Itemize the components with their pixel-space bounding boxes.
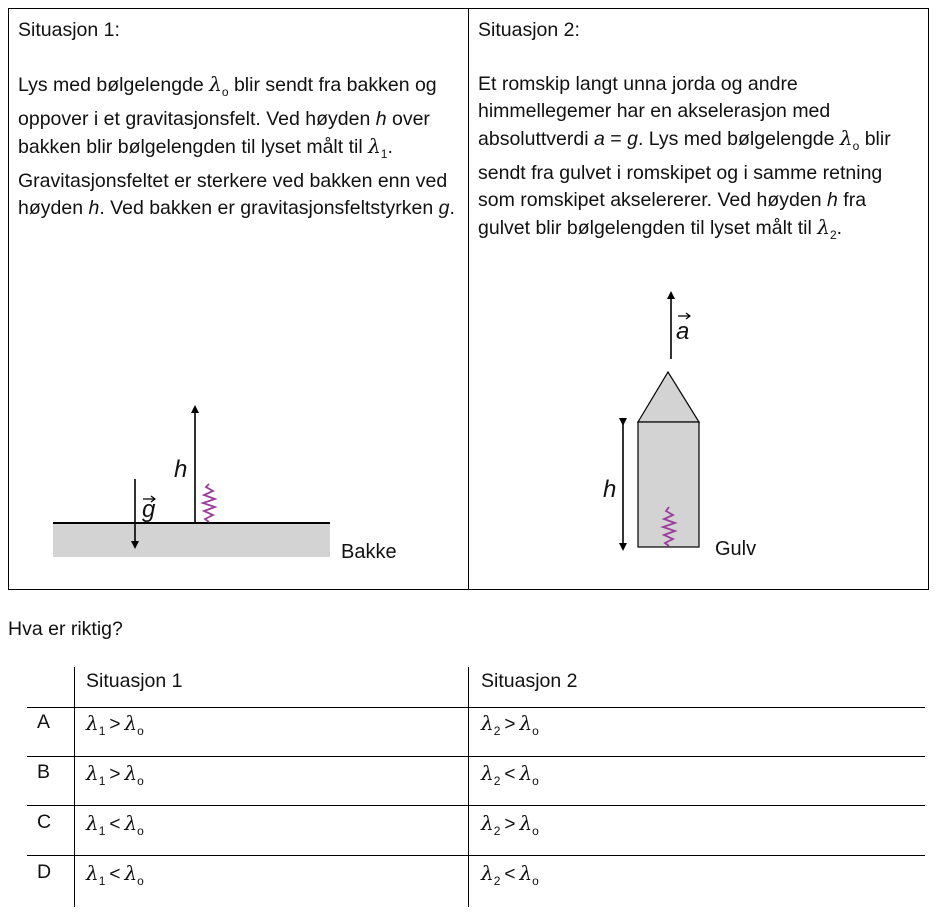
situation-1-heading: Situasjon 1: xyxy=(18,19,120,41)
situation-1-expression: $\lambda_1 < \lambda_o$ xyxy=(86,861,144,888)
option-letter: B xyxy=(37,761,51,783)
situation-2-heading: Situasjon 2: xyxy=(478,19,580,41)
situation-2-text: Et romskip langt unna jorda og andre himmellegemer har en akselerasjon med absoluttverdi a = g. Lys med bølgelengde $\lambda_o$ blir sendt fra gulvet i romskipet og i samme retning som romskipet akselererer. Ved høyden h fra gulvet blir bølgelengden til lyset målt til $\lambda_2$. xyxy=(478,73,891,242)
answer-rule xyxy=(27,805,925,806)
situation-2-expression: $\lambda_2 < \lambda_o$ xyxy=(481,861,539,888)
lambda-2-symbol: $\lambda_2$ xyxy=(817,215,837,242)
situation-2-figure xyxy=(603,295,756,560)
question-text: Hva er riktig? xyxy=(8,618,123,640)
answer-col-divider-2 xyxy=(468,667,469,907)
situation-1-figure xyxy=(53,409,397,563)
situation-1-expression: $\lambda_1 > \lambda_o$ xyxy=(86,711,144,738)
a-label: a xyxy=(676,318,690,345)
ground-label: Bakke xyxy=(341,541,397,563)
g-label: g xyxy=(142,496,156,523)
ground xyxy=(53,523,330,557)
light-wave-icon xyxy=(203,484,215,522)
situation-2-expression: $\lambda_2 > \lambda_o$ xyxy=(481,811,539,838)
situations-table xyxy=(8,8,929,590)
answer-col-divider-1 xyxy=(74,667,75,907)
lambda-0-symbol: $\lambda_o$ xyxy=(209,72,229,99)
situation-2-expression: $\lambda_2 > \lambda_o$ xyxy=(481,711,539,738)
header-situation-1: Situasjon 1 xyxy=(86,670,183,692)
lambda-0-symbol: $\lambda_o$ xyxy=(839,126,860,153)
answer-table xyxy=(27,667,925,907)
spaceship-nose xyxy=(638,372,699,422)
answer-rule xyxy=(27,756,925,757)
option-letter: A xyxy=(37,711,51,733)
situation-2-expression: $\lambda_2 < \lambda_o$ xyxy=(481,761,539,788)
header-situation-2: Situasjon 2 xyxy=(481,670,578,692)
situation-1-text: Lys med bølgelengde $\lambda_o$ blir sendt fra bakken og oppover i et gravitasjonsfelt. Ved høyden h over bakken blir bølgelengden til lyset målt til $\lambda_1$. Gravitasjonsfeltet er sterkere ved bakken enn ved høyden h. Ved bakken er gravitasjonsfeltstyrken g. xyxy=(18,72,455,219)
situation-1-expression: $\lambda_1 > \lambda_o$ xyxy=(86,761,144,788)
answer-rule xyxy=(27,707,925,708)
floor-label: Gulv xyxy=(715,538,757,560)
h-label: h xyxy=(174,456,188,483)
situation-1-expression: $\lambda_1 < \lambda_o$ xyxy=(86,811,144,838)
option-letter: C xyxy=(37,811,52,833)
h-label: h xyxy=(603,476,617,503)
figures-svg xyxy=(9,9,928,589)
answer-rule xyxy=(27,855,925,856)
lambda-1-symbol: $\lambda_1$ xyxy=(368,134,388,161)
option-letter: D xyxy=(37,861,52,883)
